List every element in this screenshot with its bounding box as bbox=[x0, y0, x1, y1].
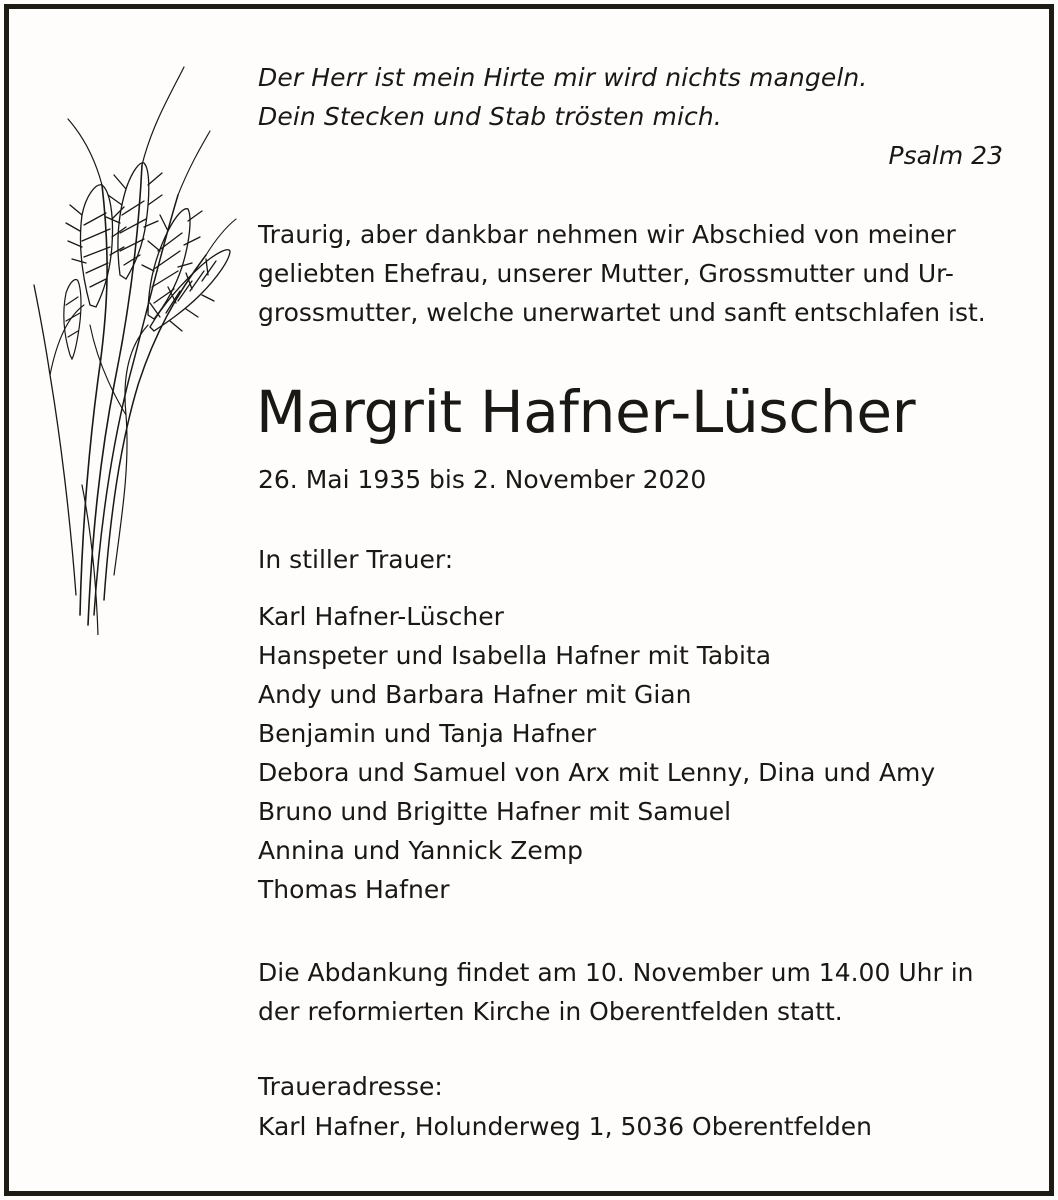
mourning-heading: In stiller Trauer: bbox=[258, 545, 454, 574]
verse-source: Psalm 23 bbox=[888, 141, 1003, 170]
mourner-item: Bruno und Brigitte Hafner mit Samuel bbox=[258, 797, 732, 826]
intro-text bbox=[258, 215, 986, 332]
verse-line: Dein Stecken und Stab trösten mich. bbox=[258, 102, 722, 131]
mourner-item: Benjamin und Tanja Hafner bbox=[258, 719, 597, 748]
deceased-name: Margrit Hafner-Lüscher bbox=[256, 378, 916, 446]
service-info bbox=[258, 953, 973, 1031]
life-dates: 26. Mai 1935 bis 2. November 2020 bbox=[258, 465, 707, 494]
mourner-item: Karl Hafner-Lüscher bbox=[258, 602, 504, 631]
mourner-item: Debora und Samuel von Arx mit Lenny, Dina und Amy bbox=[258, 758, 936, 787]
wheat-ears-icon bbox=[30, 55, 240, 635]
intro-line: grossmutter, welche unerwartet und sanft entschlafen ist. bbox=[258, 298, 986, 327]
mourning-address: Karl Hafner, Holunderweg 1, 5036 Oberentfelden bbox=[258, 1112, 872, 1141]
mourners-list bbox=[258, 597, 935, 909]
mourner-item: Thomas Hafner bbox=[258, 875, 450, 904]
bible-verse bbox=[258, 58, 867, 136]
mourner-item: Andy und Barbara Hafner mit Gian bbox=[258, 680, 692, 709]
mourner-item: Hanspeter und Isabella Hafner mit Tabita bbox=[258, 641, 772, 670]
service-line: Die Abdankung findet am 10. November um 14.00 Uhr in bbox=[258, 958, 974, 987]
intro-line: Traurig, aber dankbar nehmen wir Abschied von meiner bbox=[258, 220, 956, 249]
mourner-item: Annina und Yannick Zemp bbox=[258, 836, 584, 865]
verse-line: Der Herr ist mein Hirte mir wird nichts mangeln. bbox=[258, 63, 868, 92]
address-label: Traueradresse: bbox=[258, 1072, 443, 1101]
service-line: der reformierten Kirche in Oberentfelden statt. bbox=[258, 997, 843, 1026]
intro-line: geliebten Ehefrau, unserer Mutter, Grossmutter und Ur- bbox=[258, 259, 954, 288]
